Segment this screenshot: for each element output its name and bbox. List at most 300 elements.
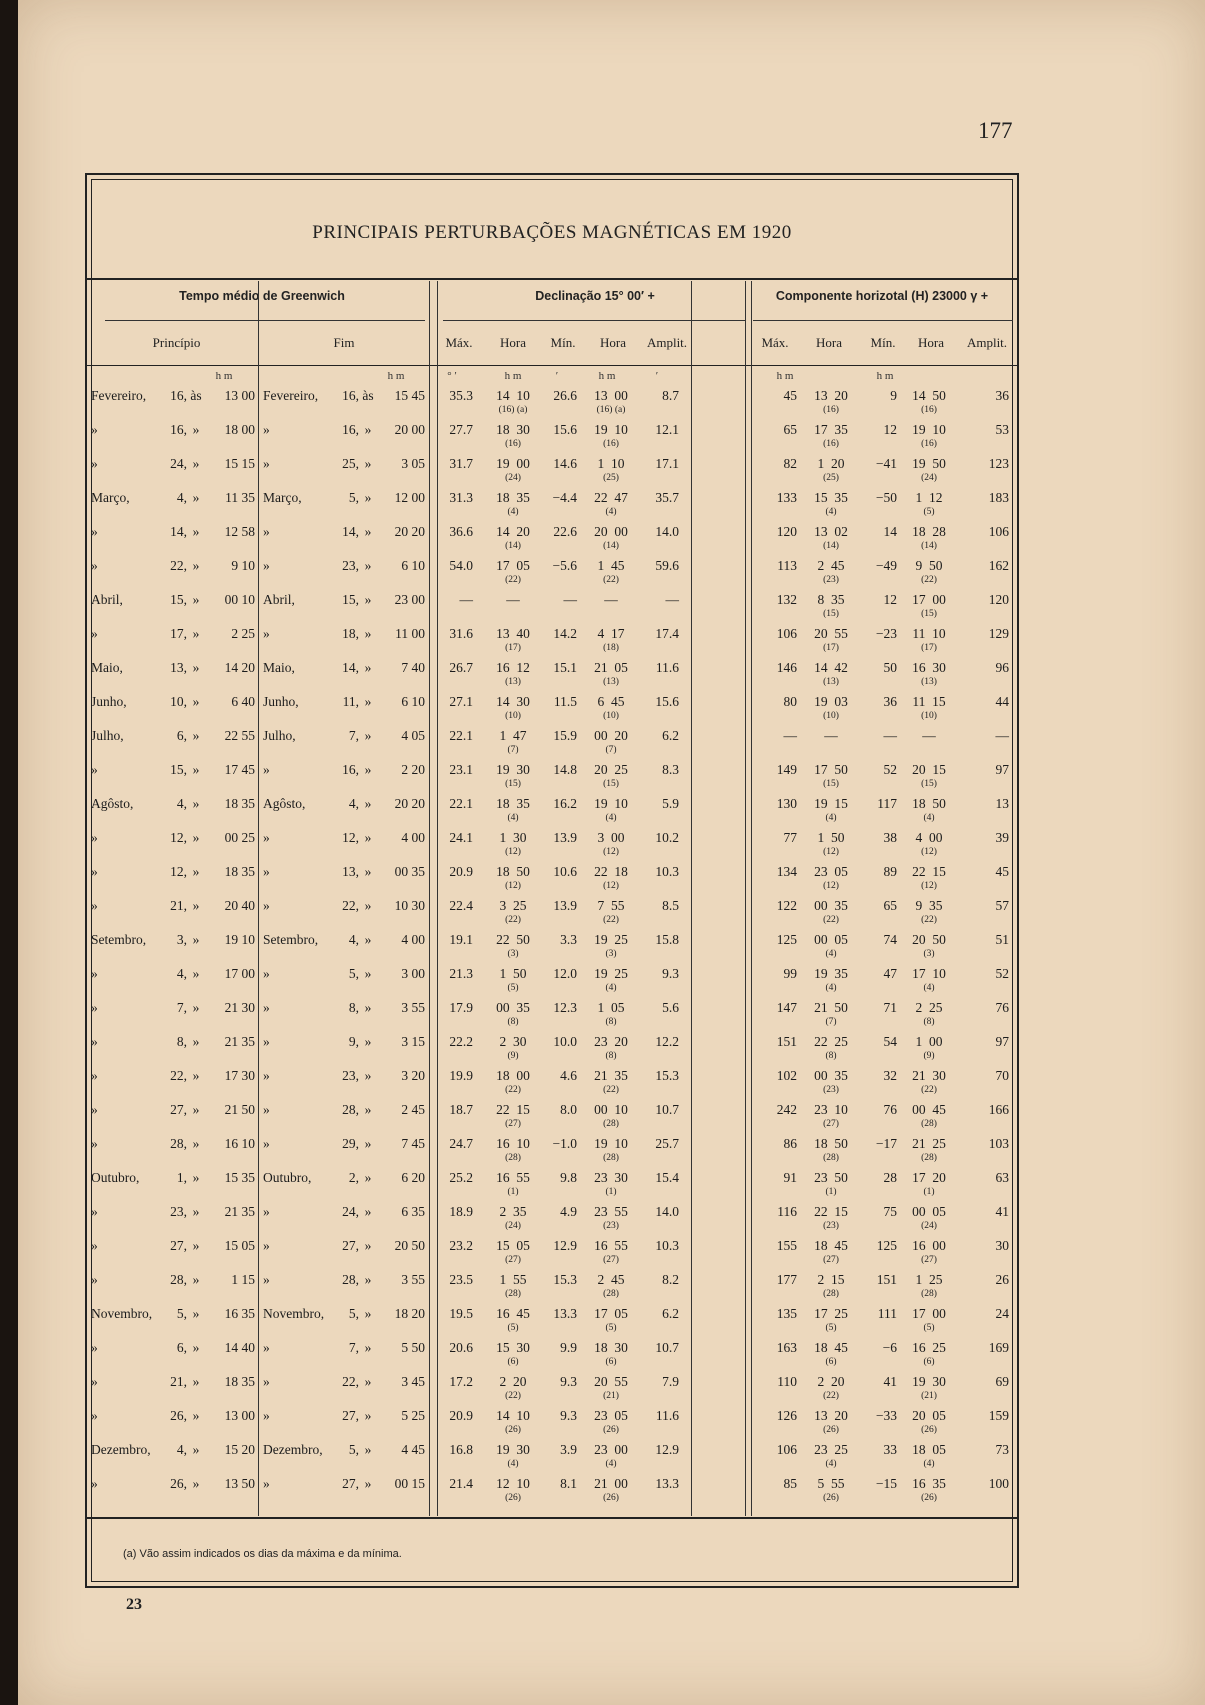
dec-min: −4.4	[552, 490, 577, 505]
h-min: 32	[883, 1068, 897, 1083]
h-hora-max-day: (23)	[823, 1085, 839, 1095]
h-min: 89	[883, 864, 897, 879]
h-hora-min-day: (13)	[921, 677, 937, 687]
dec-hora-min-day: (4)	[605, 1459, 617, 1469]
end-at: »	[364, 728, 372, 743]
h-hora-min-day: (28)	[921, 1289, 937, 1299]
h-hora-max: 19 35	[814, 966, 848, 981]
end-day: 27,	[342, 1408, 359, 1423]
table-row	[87, 1131, 1017, 1165]
h-amplit: 41	[995, 1204, 1009, 1219]
end-at: »	[364, 966, 372, 981]
end-time: 18 20	[394, 1306, 425, 1321]
start-at: »	[192, 660, 200, 675]
end-at: »	[364, 1102, 372, 1117]
end-day: 29,	[342, 1136, 359, 1151]
start-time: 17 45	[224, 762, 255, 777]
dec-hora-min-day: (21)	[603, 1391, 619, 1401]
col-dec-max: Máx.	[445, 335, 473, 350]
h-hora-min: 16 25	[912, 1340, 946, 1355]
unit-dec-min: ′	[555, 370, 559, 382]
end-at: »	[364, 1204, 372, 1219]
start-month: »	[91, 1272, 98, 1287]
dec-min: 10.0	[553, 1034, 577, 1049]
col-h-amplit: Amplit.	[966, 335, 1008, 350]
dec-min: 8.1	[560, 1476, 577, 1491]
end-at: »	[364, 524, 372, 539]
end-time: 3 20	[401, 1068, 425, 1083]
dec-hora-min: 18 30	[594, 1340, 628, 1355]
h-min: −15	[875, 1476, 897, 1491]
h-min: 52	[883, 762, 897, 777]
end-month: »	[263, 1136, 270, 1151]
end-month: Abril,	[263, 592, 295, 607]
h-max: 134	[776, 864, 797, 879]
dec-hora-max: 18 35	[496, 796, 530, 811]
start-time: 16 10	[224, 1136, 255, 1151]
dec-min: 13.9	[553, 898, 577, 913]
dec-amplit: 6.2	[662, 728, 679, 743]
table-row	[87, 1029, 1017, 1063]
end-at: »	[364, 490, 372, 505]
dec-hora-min: 23 05	[594, 1408, 628, 1423]
h-max: 146	[776, 660, 797, 675]
h-min: 75	[883, 1204, 897, 1219]
dec-min: 9.3	[560, 1408, 577, 1423]
h-amplit: 63	[995, 1170, 1009, 1185]
col-h-max: Máx.	[761, 335, 789, 350]
dec-hora-min: —	[604, 592, 618, 607]
start-at: às	[190, 388, 202, 403]
h-hora-min-day: (14)	[921, 541, 937, 551]
end-at: »	[364, 1136, 372, 1151]
h-hora-max: 18 45	[814, 1238, 848, 1253]
start-day: 27,	[170, 1238, 187, 1253]
h-amplit: 169	[988, 1340, 1009, 1355]
dec-hora-min: 1 05	[597, 1000, 625, 1015]
h-max: 82	[783, 456, 797, 471]
table-row	[87, 1165, 1017, 1199]
h-hora-min-day: (9)	[923, 1051, 935, 1061]
end-day: 7,	[348, 728, 359, 743]
dec-hora-max: 14 20	[496, 524, 530, 539]
h-min: 65	[883, 898, 897, 913]
dec-hora-max-day: (9)	[507, 1051, 519, 1061]
start-month: Maio,	[91, 660, 123, 675]
dec-hora-max: 18 35	[496, 490, 530, 505]
dec-amplit: 17.4	[655, 626, 679, 641]
start-day: 26,	[170, 1476, 187, 1491]
dec-hora-min-day: (28)	[603, 1119, 619, 1129]
h-hora-max: 00 05	[814, 932, 848, 947]
dec-hora-min-day: (13)	[603, 677, 619, 687]
end-month: »	[263, 524, 270, 539]
dec-hora-max: 22 50	[496, 932, 530, 947]
dec-hora-min: 20 25	[594, 762, 628, 777]
dec-hora-min: 17 05	[594, 1306, 628, 1321]
dec-hora-max: 12 10	[496, 1476, 530, 1491]
h-hora-min: 19 50	[912, 456, 946, 471]
h-amplit: 44	[995, 694, 1009, 709]
dec-max: 31.3	[449, 490, 473, 505]
end-time: 4 45	[401, 1442, 425, 1457]
footnote: (a) Vão assim indicados os dias da máxima e da mínima.	[123, 1548, 402, 1560]
dec-hora-max: 1 55	[499, 1272, 527, 1287]
dec-max: 21.4	[449, 1476, 473, 1491]
end-at: »	[364, 898, 372, 913]
dec-hora-min-day: (4)	[605, 813, 617, 823]
h-amplit: 159	[988, 1408, 1009, 1423]
start-month: Agôsto,	[91, 796, 134, 811]
col-dec-hora-min: Hora	[600, 335, 626, 350]
unit-start: h m	[215, 370, 233, 382]
start-day: 6,	[176, 1340, 187, 1355]
h-hora-max-day: (17)	[823, 643, 839, 653]
dec-amplit: 8.7	[662, 388, 679, 403]
table-title: PRINCIPAIS PERTURBAÇÕES MAGNÉTICAS EM 1920	[312, 222, 792, 243]
end-day: 23,	[342, 1068, 359, 1083]
dec-max: —	[459, 592, 473, 607]
col-dec-min: Mín.	[550, 335, 576, 350]
end-day: 5,	[348, 1306, 359, 1321]
start-month: »	[91, 762, 98, 777]
h-hora-max: 13 20	[814, 388, 848, 403]
end-at: »	[364, 1170, 372, 1185]
end-day: 4,	[348, 796, 359, 811]
h-hora-max: 23 25	[814, 1442, 848, 1457]
h-max: 80	[783, 694, 797, 709]
dec-hora-min-day: (28)	[603, 1289, 619, 1299]
h-min: −33	[875, 1408, 897, 1423]
dec-max: 22.1	[449, 796, 473, 811]
end-day: 14,	[342, 660, 359, 675]
h-amplit: 97	[995, 762, 1009, 777]
start-day: 4,	[176, 1442, 187, 1457]
h-hora-max: 14 42	[814, 660, 848, 675]
start-day: 27,	[170, 1102, 187, 1117]
h-max: 130	[776, 796, 797, 811]
end-day: 28,	[342, 1272, 359, 1287]
table-row	[87, 859, 1017, 893]
dec-hora-min-day: (8)	[605, 1017, 617, 1027]
end-month: Dezembro,	[263, 1442, 323, 1457]
dec-hora-min: 13 00	[594, 388, 628, 403]
h-hora-max: 21 50	[814, 1000, 848, 1015]
col-dec-hora-max: Hora	[500, 335, 526, 350]
dec-hora-max-day: (4)	[507, 813, 519, 823]
start-day: 21,	[170, 1374, 187, 1389]
dec-min: 3.9	[560, 1442, 577, 1457]
table-row	[87, 1335, 1017, 1369]
dec-hora-min: 1 10	[597, 456, 625, 471]
dec-max: 20.6	[449, 1340, 473, 1355]
h-hora-max-day: (15)	[823, 779, 839, 789]
h-hora-min: 00 45	[912, 1102, 946, 1117]
end-day: 27,	[342, 1238, 359, 1253]
h-hora-max-day: (22)	[823, 1391, 839, 1401]
h-max: 113	[777, 558, 797, 573]
h-min: 76	[883, 1102, 897, 1117]
dec-hora-max: 2 20	[499, 1374, 527, 1389]
h-hora-max: 8 35	[817, 592, 845, 607]
h-amplit: 45	[995, 864, 1009, 879]
unit-dec-hora-min: h m	[598, 370, 616, 382]
start-month: Setembro,	[91, 932, 147, 947]
h-hora-max: —	[824, 728, 838, 743]
h-amplit: 24	[995, 1306, 1009, 1321]
dec-min: 15.9	[553, 728, 577, 743]
end-time: 2 45	[401, 1102, 425, 1117]
dec-hora-min-day: (16)	[603, 439, 619, 449]
dec-amplit: 15.6	[655, 694, 679, 709]
start-month: »	[91, 626, 98, 641]
start-time: 13 00	[224, 388, 255, 403]
start-day: 28,	[170, 1272, 187, 1287]
h-hora-min: 16 30	[912, 660, 946, 675]
dec-hora-max-day: (16) (a)	[498, 405, 528, 415]
dec-hora-min-day: (26)	[603, 1425, 619, 1435]
dec-hora-max-day: (1)	[507, 1187, 519, 1197]
unit-dec-hora-max: h m	[504, 370, 522, 382]
start-day: 13,	[170, 660, 187, 675]
col-fim: Fim	[333, 335, 355, 350]
unit-h-hora-max: h m	[776, 370, 794, 382]
h-amplit: 129	[988, 626, 1009, 641]
table-row	[87, 519, 1017, 553]
h-hora-max: 15 35	[814, 490, 848, 505]
dec-hora-min: 1 45	[597, 558, 625, 573]
start-month: »	[91, 966, 98, 981]
h-hora-max: 22 15	[814, 1204, 848, 1219]
dec-hora-min: 19 25	[594, 966, 628, 981]
h-hora-max-day: (4)	[825, 507, 837, 517]
table-frame	[85, 173, 1019, 1588]
end-at: »	[364, 1238, 372, 1253]
dec-amplit: 9.3	[662, 966, 679, 981]
start-month: »	[91, 456, 98, 471]
h-max: 242	[776, 1102, 797, 1117]
start-time: 21 30	[224, 1000, 255, 1015]
dec-hora-min-day: (3)	[605, 949, 617, 959]
h-hora-max: 13 20	[814, 1408, 848, 1423]
h-max: 106	[776, 1442, 797, 1457]
dec-hora-max-day: (16)	[505, 439, 521, 449]
h-hora-max: 17 50	[814, 762, 848, 777]
h-amplit: 69	[995, 1374, 1009, 1389]
h-hora-min: 11 10	[912, 626, 946, 641]
h-hora-min-day: (5)	[923, 1323, 935, 1333]
dec-hora-min: 19 10	[594, 1136, 628, 1151]
end-day: 4,	[348, 932, 359, 947]
h-amplit: 97	[995, 1034, 1009, 1049]
dec-hora-max: 3 25	[499, 898, 527, 913]
end-month: »	[263, 1102, 270, 1117]
col-h-hora-max: Hora	[816, 335, 842, 350]
dec-max: 20.9	[449, 1408, 473, 1423]
dec-amplit: 13.3	[655, 1476, 679, 1491]
h-hora-min-day: (24)	[921, 1221, 937, 1231]
end-day: 22,	[342, 1374, 359, 1389]
group-underline-horizontal	[753, 320, 1013, 321]
end-time: 2 20	[401, 762, 425, 777]
dec-amplit: 7.9	[662, 1374, 679, 1389]
dec-amplit: 10.3	[655, 1238, 679, 1253]
start-at: »	[192, 1374, 200, 1389]
h-max: 155	[776, 1238, 797, 1253]
start-time: 21 35	[224, 1204, 255, 1219]
header-divider	[87, 365, 1017, 366]
h-hora-max-day: (28)	[823, 1153, 839, 1163]
dec-min: 11.5	[553, 694, 577, 709]
end-day: 11,	[342, 694, 359, 709]
h-amplit: 106	[988, 524, 1009, 539]
start-day: 15,	[170, 592, 187, 607]
h-hora-max: 19 15	[814, 796, 848, 811]
start-at: »	[192, 558, 200, 573]
h-hora-max-day: (23)	[823, 575, 839, 585]
start-day: 7,	[176, 1000, 187, 1015]
table-row	[87, 621, 1017, 655]
dec-max: 18.9	[449, 1204, 473, 1219]
dec-hora-max: 16 12	[496, 660, 530, 675]
h-hora-min-day: (17)	[921, 643, 937, 653]
dec-hora-max-day: (10)	[505, 711, 521, 721]
dec-hora-max-day: (26)	[505, 1425, 521, 1435]
end-at: »	[364, 830, 372, 845]
end-time: 12 00	[394, 490, 425, 505]
h-hora-min-day: (4)	[923, 1459, 935, 1469]
dec-max: 24.1	[449, 830, 473, 845]
end-month: »	[263, 1374, 270, 1389]
start-time: 18 35	[224, 1374, 255, 1389]
end-time: 3 05	[401, 456, 425, 471]
h-hora-max-day: (27)	[823, 1119, 839, 1129]
h-hora-max-day: (16)	[823, 439, 839, 449]
h-hora-min-day: (16)	[921, 405, 937, 415]
h-amplit: 183	[988, 490, 1009, 505]
dec-min: 26.6	[553, 388, 577, 403]
end-at: »	[364, 422, 372, 437]
start-day: 4,	[176, 490, 187, 505]
start-time: 13 50	[224, 1476, 255, 1491]
h-hora-min: 20 15	[912, 762, 946, 777]
dec-max: 19.9	[449, 1068, 473, 1083]
h-max: 122	[776, 898, 797, 913]
h-min: −17	[875, 1136, 897, 1151]
h-max: 91	[783, 1170, 797, 1185]
dec-min: 13.3	[553, 1306, 577, 1321]
unit-end: h m	[387, 370, 405, 382]
h-hora-max: 00 35	[814, 1068, 848, 1083]
h-amplit: 76	[995, 1000, 1009, 1015]
dec-hora-max-day: (26)	[505, 1493, 521, 1503]
start-time: 17 00	[224, 966, 255, 981]
h-max: 116	[777, 1204, 797, 1219]
h-max: 120	[776, 524, 797, 539]
start-at: »	[192, 422, 200, 437]
end-time: 20 50	[394, 1238, 425, 1253]
end-month: »	[263, 626, 270, 641]
end-month: »	[263, 422, 270, 437]
start-day: 17,	[170, 626, 187, 641]
end-time: 5 50	[401, 1340, 425, 1355]
start-time: 2 25	[231, 626, 255, 641]
h-hora-max-day: (1)	[825, 1187, 837, 1197]
h-hora-max: 18 45	[814, 1340, 848, 1355]
h-hora-max-day: (16)	[823, 405, 839, 415]
h-hora-min-day: (26)	[921, 1493, 937, 1503]
h-hora-max: 13 02	[814, 524, 848, 539]
dec-min: 9.3	[560, 1374, 577, 1389]
h-hora-min: 21 30	[912, 1068, 946, 1083]
h-hora-min: 17 10	[912, 966, 946, 981]
dec-hora-max-day: (17)	[505, 643, 521, 653]
h-hora-min-day: (5)	[923, 507, 935, 517]
end-day: 5,	[348, 966, 359, 981]
dec-hora-max-day: (12)	[505, 881, 521, 891]
start-time: 18 35	[224, 796, 255, 811]
start-time: 18 35	[224, 864, 255, 879]
h-max: 126	[776, 1408, 797, 1423]
end-at: »	[364, 660, 372, 675]
start-month: Novembro,	[91, 1306, 153, 1321]
start-at: »	[192, 1136, 200, 1151]
end-time: 10 30	[394, 898, 425, 913]
start-month: »	[91, 1000, 98, 1015]
start-time: 15 35	[224, 1170, 255, 1185]
start-at: »	[192, 456, 200, 471]
start-at: »	[192, 1102, 200, 1117]
dec-hora-max: 14 10	[496, 388, 530, 403]
end-time: 3 15	[401, 1034, 425, 1049]
h-amplit: 36	[995, 388, 1009, 403]
dec-amplit: 11.6	[655, 1408, 679, 1423]
h-hora-min-day: (28)	[921, 1153, 937, 1163]
dec-hora-max: 16 55	[496, 1170, 530, 1185]
dec-hora-min-day: (22)	[603, 575, 619, 585]
dec-max: 25.2	[449, 1170, 473, 1185]
h-min: 9	[890, 388, 897, 403]
document-page	[18, 0, 1205, 1705]
end-time: 20 00	[394, 422, 425, 437]
start-month: »	[91, 1204, 98, 1219]
start-month: »	[91, 1034, 98, 1049]
dec-hora-max-day: (12)	[505, 847, 521, 857]
h-hora-max: 19 03	[814, 694, 848, 709]
dec-amplit: 8.3	[662, 762, 679, 777]
dec-amplit: 15.4	[655, 1170, 679, 1185]
h-hora-max: 2 45	[817, 558, 845, 573]
start-day: 23,	[170, 1204, 187, 1219]
dec-hora-max: 18 00	[496, 1068, 530, 1083]
h-hora-max-day: (7)	[825, 1017, 837, 1027]
end-time: 5 25	[401, 1408, 425, 1423]
dec-min: 15.3	[553, 1272, 577, 1287]
col-h-hora-min: Hora	[918, 335, 944, 350]
dec-hora-min-day: (27)	[603, 1255, 619, 1265]
h-hora-min-day: (26)	[921, 1425, 937, 1435]
dec-amplit: 12.1	[655, 422, 679, 437]
h-hora-min-day: (27)	[921, 1255, 937, 1265]
h-max: 151	[776, 1034, 797, 1049]
h-amplit: 57	[995, 898, 1009, 913]
start-day: 8,	[176, 1034, 187, 1049]
end-at: »	[364, 796, 372, 811]
dec-max: 27.7	[449, 422, 473, 437]
end-at: »	[364, 1442, 372, 1457]
dec-hora-max-day: (22)	[505, 915, 521, 925]
start-month: »	[91, 1102, 98, 1117]
